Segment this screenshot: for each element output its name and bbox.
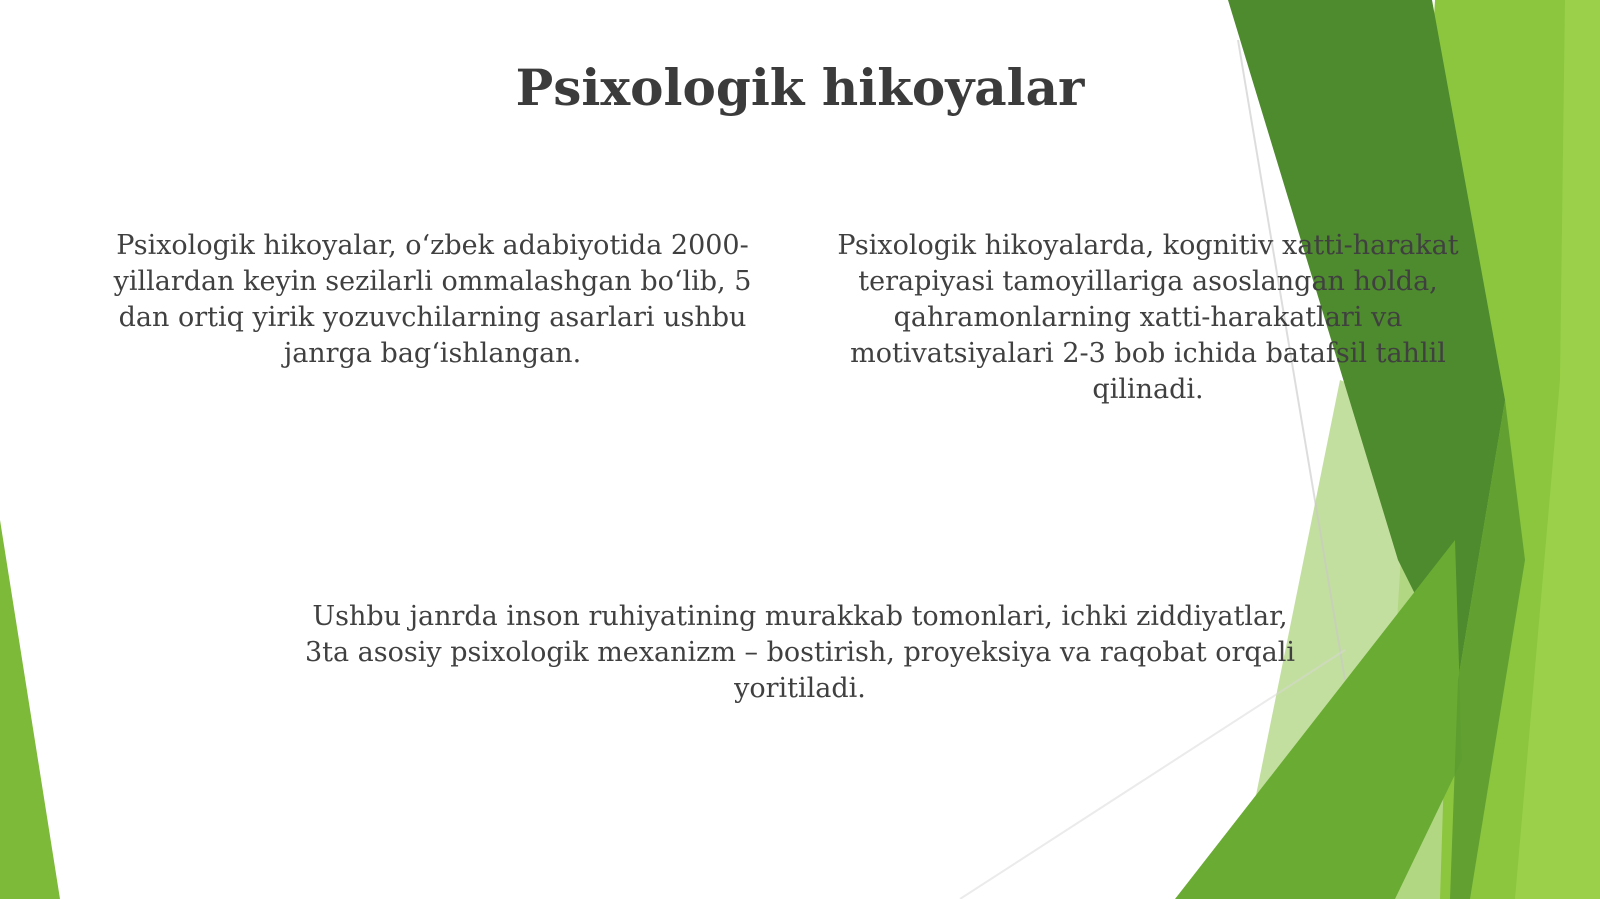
bottom-paragraph: Ushbu janrda inson ruhiyatining murakkab tomonlari, ichki ziddiyatlar, 3ta asosiy psixologik mexanizm – bostirish, proyeksiya va raqobat orqali yoritiladi.	[304, 601, 1296, 704]
left-green-sliver	[0, 520, 60, 899]
right-paragraph: Psixologik hikoyalarda, kognitiv xatti-harakat terapiyasi tamoyillariga asoslangan holda, qahramonlarning xatti-harakatlari va motivatsiyalari 2-3 bob ichida batafsil tahlil qilinadi.	[837, 230, 1459, 405]
slide-title: Psixologik hikoyalar	[515, 58, 1085, 117]
left-paragraph: Psixologik hikoyalar, oʻzbek adabiyotida 2000-yillardan keyin sezilarli ommalashgan boʻlib, 5 dan ortiq yirik yozuvchilarning asarlari ushbu janrga bagʻishlangan.	[113, 230, 752, 369]
